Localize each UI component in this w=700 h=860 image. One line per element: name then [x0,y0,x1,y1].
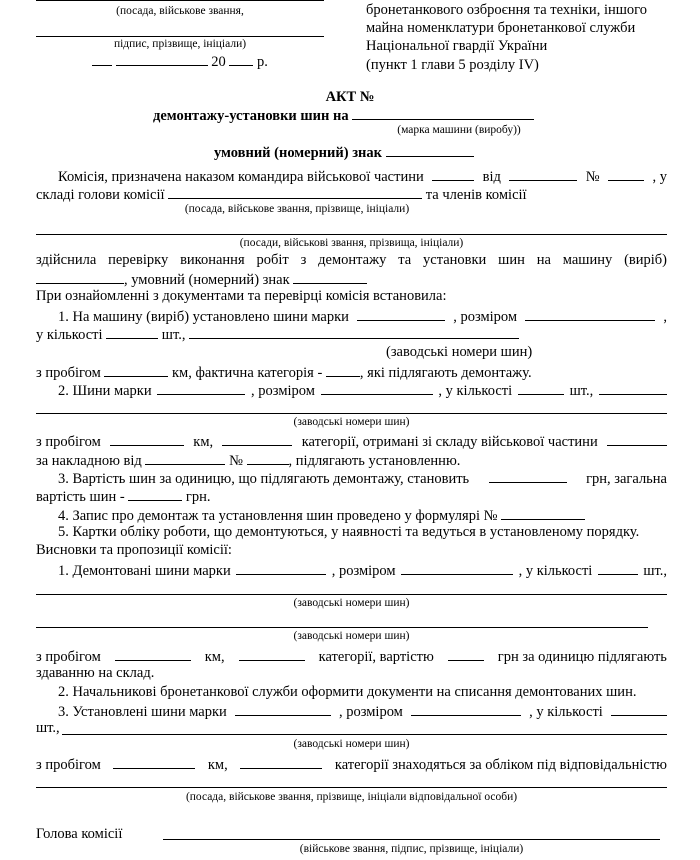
caption-chair-sign: (військове звання, підпис, прізвище, ініціали) [299,843,524,855]
para-findings: При ознайомленні з документами та перевірці комісія встановила: [36,288,447,304]
item-2 [36,381,667,400]
conclusion-1-per-unit: грн за одиницю підлягають [497,649,667,665]
conclusion-3-pcs [36,720,60,737]
conclusion-1-mileage-text: з пробігом [36,649,101,665]
conclusion-3-size: , розміром [338,704,403,720]
date-year-prefix: 20 [211,54,226,70]
text-sign: , умовний (номерний) знак [124,272,290,288]
para-chair [36,185,527,204]
item-2-install: , підлягають установленню. [288,453,461,469]
text-no: № [585,169,600,185]
caption-serial-4: (заводські номери шин) [293,630,410,642]
conclusion-1-warehouse: здаванню на склад. [36,665,155,681]
text-members: та членів комісії [425,187,527,203]
item-2-km: км, [193,434,214,450]
caption-brand: (марка машини (виробу)) [397,124,521,136]
conclusion-3-brand: 3. Установлені шини марки [58,704,227,720]
item-1-comma: , [663,309,667,325]
act-subject [153,106,534,125]
conclusion-3-responsible: категорії знаходяться за обліком під відповідальністю [334,757,667,773]
item-1-dismount: , які підлягають демонтажу. [359,365,532,381]
header-position-line [36,0,324,1]
item-3-uah: грн. [185,489,211,505]
item-2-invoice [36,451,460,470]
item-1-mileage-text: з пробігом [36,365,101,381]
item-2-count: , у кількості [438,383,513,399]
caption-serial-3: (заводські номери шин) [293,597,410,609]
responsible-line [36,787,667,788]
members-line [36,234,667,235]
caption-responsible: (посада, військове звання, прізвище, ініціали відповідальної особи) [185,791,518,803]
header-date [92,52,268,71]
text-from: від [482,169,501,185]
para-commission [36,167,667,186]
text-chair: складі голови комісії [36,187,165,203]
item-2-mileage-text: з пробігом [36,434,101,450]
item-1 [36,307,667,326]
conclusion-1-serial-line-1 [36,594,667,595]
item-1-pcs: шт., [161,327,186,343]
act-sign-text: умовний (номерний) знак [214,145,382,161]
item-1-brand: 1. На машину (виріб) установлено шини марки [58,309,349,325]
caption-signature: підпис, прізвище, ініціали) [113,38,247,50]
conclusion-3-km: км, [207,757,228,773]
conclusion-1-serial-line-2 [36,627,648,628]
conclusion-3-count: , у кількості [529,704,603,720]
item-2-invoice-text: за накладною від [36,453,142,469]
item-3-total: грн, загальна [586,471,667,487]
header-right-line-3: Національної гвардії України [366,38,548,54]
conclusion-3-serial-line [62,734,667,735]
para-commission-text: Комісія, призначена наказом командира військової частини [58,169,424,185]
act-subject-text: демонтажу-установки шин на [153,108,349,124]
item-3-total-cost [36,487,211,506]
caption-serial-1: (заводські номери шин) [386,344,533,360]
header-signature-line [36,36,324,37]
act-title: АКТ № [325,89,375,105]
item-5: 5. Картки обліку роботи, що демонтуються, у наявності та ведуться в установленому порядку. [58,524,640,540]
conclusion-1 [36,561,667,580]
para-check-sign [36,270,367,289]
item-3-total-text: вартість шин - [36,489,125,505]
item-2-size: , розміром [251,383,315,399]
item-2-mileage [36,432,667,451]
header-right-line-2: майна номенклатури бронетанкової служби [366,20,636,36]
act-sign [214,143,474,162]
conclusion-1-km: км, [204,649,225,665]
caption-members: (посади, військові звання, прізвища, ініціали) [239,237,464,249]
header-right-line-1: бронетанкового озброєння та техніки, іншого [366,2,647,18]
item-1-count [36,325,519,344]
item-1-mileage [36,363,532,382]
conclusion-1-mileage [36,647,667,666]
item-2-invoice-no: № [229,453,243,469]
caption-chair: (посада, військове звання, прізвище, ініціали) [184,203,410,215]
conclusion-3-pcs-text: шт., [36,720,60,736]
conclusion-1-pcs: шт., [643,563,667,579]
item-1-size: , розміром [453,309,518,325]
item-4-text: 4. Запис про демонтаж та установлення шин проведено у формулярі № [58,508,498,524]
conclusions-heading: Висновки та пропозиції комісії: [36,542,232,558]
item-1-category: км, фактична категорія - [172,365,323,381]
item-4 [58,506,585,525]
item-2-received: категорії, отримані зі складу військової частини [301,434,598,450]
item-2-pcs: шт., [569,383,594,399]
conclusion-3-mileage [36,755,667,774]
header-right-line-4: (пункт 1 глави 5 розділу IV) [366,57,539,73]
item-2-serial-line [36,413,667,414]
conclusion-1-size: , розміром [331,563,396,579]
caption-serial-2: (заводські номери шин) [293,416,410,428]
chair-signature-line [163,839,660,840]
date-suffix: р. [257,54,268,70]
item-1-count-text: у кількості [36,327,103,343]
conclusion-2: 2. Начальникові бронетанкової служби оформити документи на списання демонтованих шин. [58,684,637,700]
item-3-cost: 3. Вартість шин за одиницю, що підлягають демонтажу, становить [58,471,470,487]
conclusion-1-value: категорії, вартістю [318,649,434,665]
conclusion-1-count: , у кількості [518,563,593,579]
item-2-brand: 2. Шини марки [58,383,152,399]
para-check: здійснила перевірку виконання робіт з демонтажу та установки шин на машину (виріб) [36,252,667,268]
caption-serial-5: (заводські номери шин) [293,738,410,750]
item-3 [36,469,667,488]
conclusion-3-mileage-text: з пробігом [36,757,101,773]
caption-position-rank: (посада, військове звання, [116,5,244,17]
conclusion-3 [36,702,667,721]
conclusion-1-brand: 1. Демонтовані шини марки [58,563,231,579]
chair-label: Голова комісії [36,826,123,842]
text-in: , у [652,169,667,185]
